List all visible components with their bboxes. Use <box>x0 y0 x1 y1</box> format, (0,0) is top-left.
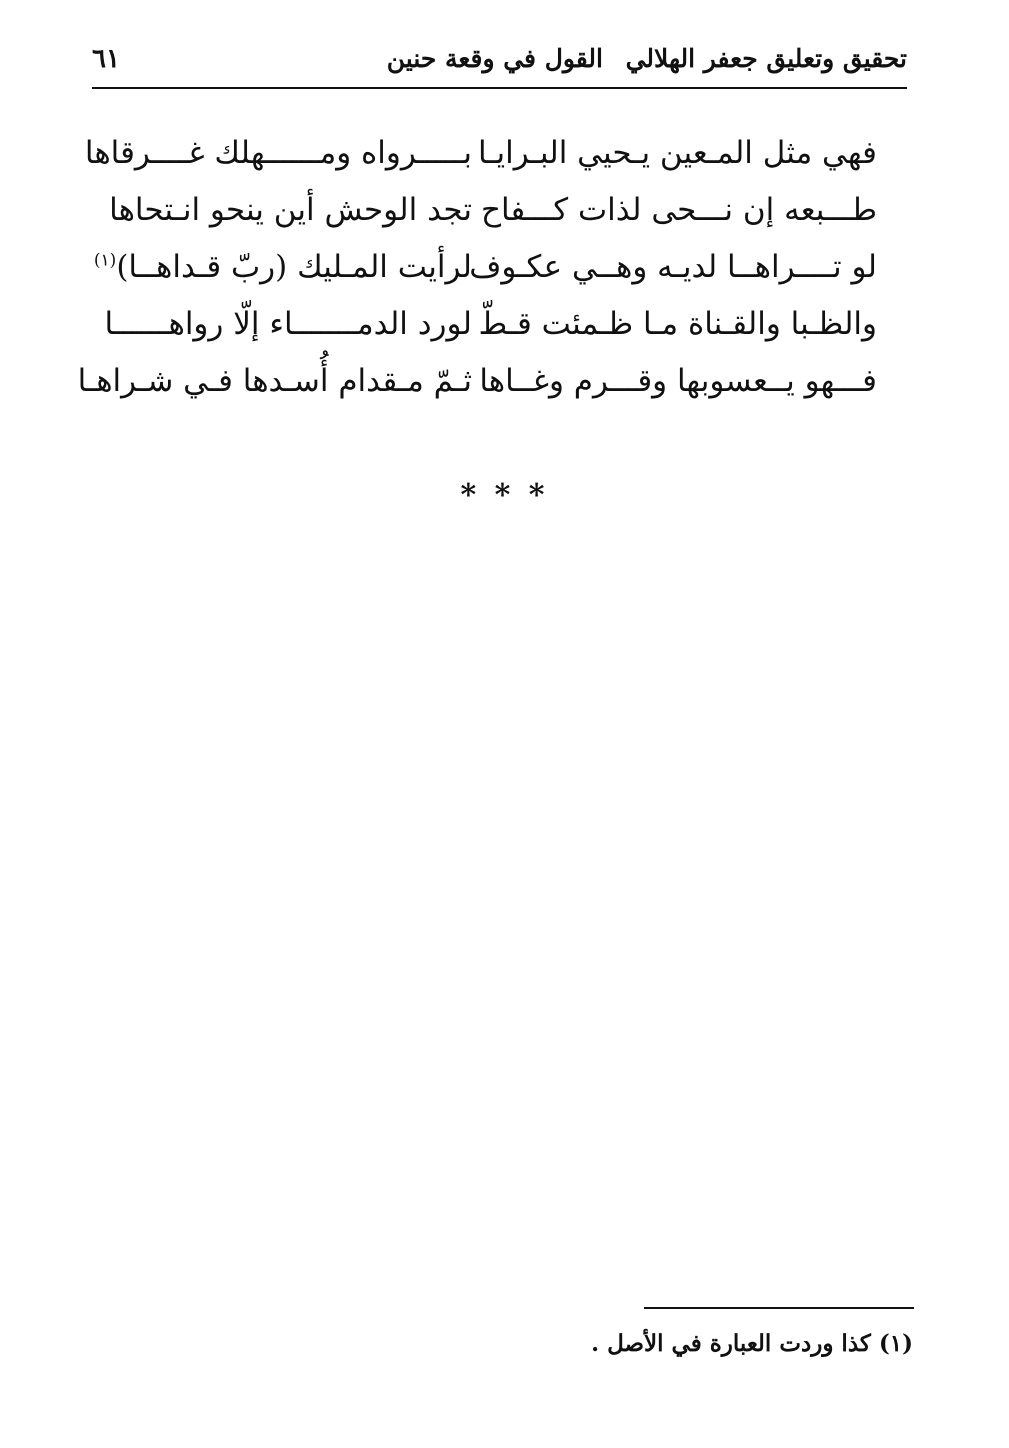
running-header <box>92 36 907 84</box>
verse-second-hemistich-text: لورد الدمـــــــاء إلّا رواهــــــا <box>104 306 472 342</box>
verse-second-hemistich <box>78 356 472 406</box>
verse-second-hemistich-text: لرأيت المـليك (ربّ قـداهــا) <box>116 249 472 285</box>
verse-second-hemistich-text: تجد الوحش أين ينحو انـتحاها <box>109 192 472 228</box>
verse-first-hemistich: فـــهو يــعسوبها وقـــرم وغــاها <box>479 363 877 399</box>
page-number: ٦١ <box>92 44 120 74</box>
verse-second-hemistich <box>94 242 472 292</box>
verse-first-hemistich: لو تــــراهــا لديـه وهــي عكـوف <box>469 249 877 285</box>
verse <box>109 185 887 242</box>
footnote-divider <box>644 1307 914 1309</box>
verse <box>84 128 887 185</box>
footnote: (١) كذا وردت العبارة في الأصل . <box>591 1330 913 1357</box>
verse-second-hemistich-text: ثـمّ مـقدام أُسـدها فـي شـراهـا <box>77 363 472 399</box>
verse-first-hemistich: طـــبعه إن نـــحى لذات كـــفاح <box>480 192 877 228</box>
verse-second-hemistich <box>109 185 472 235</box>
footnote-reference[interactable]: (١) <box>93 250 117 271</box>
section-separator: * * * <box>460 478 549 513</box>
chapter-title: القول في وقعة حنين <box>386 44 603 73</box>
verse-second-hemistich <box>105 299 472 349</box>
verse <box>104 299 887 356</box>
verse-second-hemistich-text: بـــــرواه ومــــــهلك غــــرقاها <box>84 135 472 171</box>
verse <box>93 242 887 299</box>
book-title: تحقيق وتعليق جعفر الهلالي <box>625 44 907 73</box>
header-divider <box>92 87 907 89</box>
verse-first-hemistich: فهي مثل المـعين يـحيي البـرايـا <box>477 135 877 171</box>
verse-first-hemistich: والظـبا والقـناة مـا ظـمئت قـطّ <box>478 306 877 342</box>
verse <box>77 356 887 413</box>
poem <box>77 128 887 413</box>
verse-second-hemistich <box>85 128 472 178</box>
